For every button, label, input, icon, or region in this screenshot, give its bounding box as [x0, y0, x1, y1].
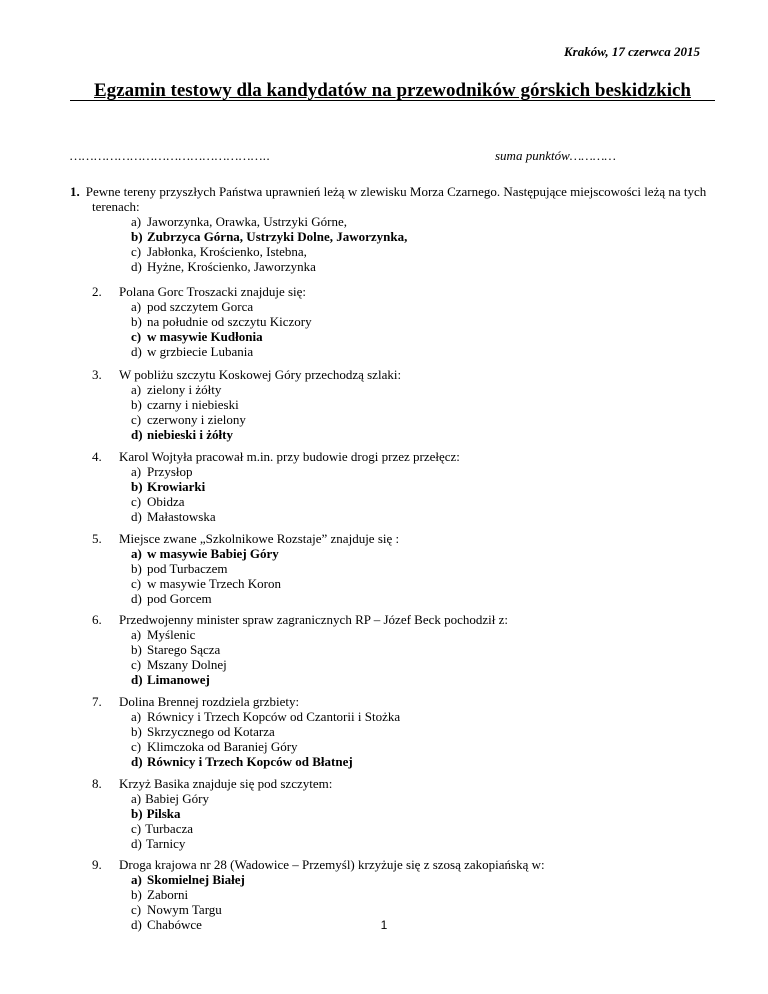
answer-option-correct — [70, 872, 720, 887]
question-intro — [70, 449, 720, 464]
question-intro — [70, 776, 720, 791]
question-number: 1. — [70, 184, 80, 199]
answer-option — [70, 397, 720, 412]
question-intro — [70, 367, 720, 382]
answer-text: w masywie Babiej Góry — [147, 546, 279, 561]
document-date: Kraków, 17 czerwca 2015 — [563, 44, 700, 59]
page-number: 1 — [380, 918, 388, 932]
answer-label: c) — [131, 657, 142, 672]
question-text: Droga krajowa nr 28 (Wadowice – Przemyśl) krzyżuje się z szosą zakopiańską w: — [119, 857, 545, 872]
answer-option-correct — [70, 546, 720, 561]
answer-text: Hyżne, Krościenko, Jaworzynka — [147, 259, 316, 274]
answer-label: b) — [131, 229, 143, 244]
answer-label: a) — [131, 464, 142, 479]
answer-option — [70, 724, 720, 739]
answer-label: b) — [131, 314, 142, 329]
answer-list — [70, 546, 720, 606]
answer-text: w masywie Kudłonia — [147, 329, 263, 344]
answer-text: pod Gorcem — [147, 591, 212, 606]
answer-option — [70, 902, 720, 917]
answer-label: d) — [131, 917, 142, 932]
answer-option-correct — [70, 329, 720, 344]
answer-text: Równicy i Trzech Kopców od Błatnej — [147, 754, 353, 769]
answer-label: c) — [131, 902, 142, 917]
answer-option — [70, 657, 720, 672]
question-intro — [70, 284, 720, 299]
answer-option — [70, 314, 720, 329]
answer-text: w grzbiecie Lubania — [147, 344, 254, 359]
document-title: Egzamin testowy dla kandydatów na przewodników górskich beskidzkich — [93, 80, 691, 101]
answer-label: b) — [131, 806, 143, 821]
question-intro — [70, 531, 720, 546]
answer-label: c) — [131, 494, 142, 509]
answer-text: czerwony i zielony — [147, 412, 246, 427]
answer-label: d) — [131, 509, 142, 524]
answer-option — [70, 821, 720, 836]
question-text: Przedwojenny minister spraw zagranicznych RP – Józef Beck pochodził z: — [119, 612, 509, 627]
answer-label: d) — [131, 836, 142, 851]
question-8 — [70, 776, 720, 851]
answer-text: Małastowska — [147, 509, 216, 524]
question-text: Polana Gorc Troszacki znajduje się: — [119, 284, 307, 299]
answer-list — [70, 464, 720, 524]
answer-text: Skomielnej Białej — [147, 872, 245, 887]
answer-label: b) — [131, 724, 142, 739]
answer-text: Myślenic — [147, 627, 196, 642]
answer-option — [70, 214, 720, 229]
answer-option — [70, 509, 720, 524]
question-number: 3. — [92, 367, 102, 382]
answer-text: niebieski i żółty — [147, 427, 233, 442]
answer-option — [70, 382, 720, 397]
answer-text: Zaborni — [147, 887, 189, 902]
answer-label: d) — [131, 672, 143, 687]
answer-label: d) — [131, 427, 143, 442]
answer-label: d) — [131, 754, 143, 769]
answer-text: czarny i niebieski — [147, 397, 239, 412]
answer-text: Mszany Dolnej — [147, 657, 227, 672]
question-number: 9. — [92, 857, 102, 872]
answer-label: a) — [131, 627, 142, 642]
answer-text: Jaworzynka, Orawka, Ustrzyki Górne, — [147, 214, 347, 229]
question-intro — [70, 184, 720, 214]
answer-text: Babiej Góry — [145, 791, 210, 806]
answer-text: na południe od szczytu Kiczory — [147, 314, 312, 329]
answer-label: b) — [131, 397, 142, 412]
answer-text: Pilska — [146, 806, 181, 821]
answer-option-correct — [70, 672, 720, 687]
answer-option-correct — [70, 754, 720, 769]
question-4 — [70, 449, 720, 524]
question-intro — [70, 857, 720, 872]
answer-label: a) — [131, 299, 142, 314]
answer-option — [70, 561, 720, 576]
question-text: Krzyż Basika znajduje się pod szczytem: — [119, 776, 333, 791]
question-text: Dolina Brennej rozdziela grzbiety: — [119, 694, 300, 709]
answer-option — [70, 791, 720, 806]
answer-option — [70, 412, 720, 427]
question-intro — [70, 612, 720, 627]
question-intro — [70, 694, 720, 709]
question-number: 2. — [92, 284, 102, 299]
title-rule — [70, 100, 715, 101]
question-number: 4. — [92, 449, 102, 464]
answer-list — [70, 709, 720, 769]
answer-list — [70, 627, 720, 687]
answer-label: b) — [131, 887, 142, 902]
answer-option — [70, 299, 720, 314]
question-3 — [70, 367, 720, 442]
answer-label: c) — [131, 412, 142, 427]
question-1 — [70, 184, 720, 274]
answer-label: c) — [131, 821, 142, 836]
answer-text: Klimczoka od Baraniej Góry — [147, 739, 298, 754]
answer-label: d) — [131, 344, 142, 359]
answer-option — [70, 576, 720, 591]
answer-text: w masywie Trzech Koron — [147, 576, 281, 591]
name-field-dots: ………………………………………….. — [70, 148, 271, 163]
answer-label: c) — [131, 329, 142, 344]
answer-text: Zubrzyca Górna, Ustrzyki Dolne, Jaworzynka, — [147, 229, 408, 244]
answer-option — [70, 464, 720, 479]
answer-label: d) — [131, 259, 142, 274]
answer-option — [70, 709, 720, 724]
question-2 — [70, 284, 720, 359]
answer-option-correct — [70, 479, 720, 494]
question-number: 8. — [92, 776, 102, 791]
answer-text: Starego Sącza — [147, 642, 221, 657]
answer-option — [70, 344, 720, 359]
answer-text: Tarnicy — [145, 836, 186, 851]
answer-option — [70, 887, 720, 902]
answer-label: c) — [131, 576, 142, 591]
answer-text: Obidza — [147, 494, 185, 509]
answer-list — [70, 299, 720, 359]
answer-text: Skrzycznego od Kotarza — [147, 724, 275, 739]
answer-text: Jabłonka, Krościenko, Istebna, — [147, 244, 307, 259]
answer-text: pod szczytem Gorca — [147, 299, 254, 314]
answer-option — [70, 627, 720, 642]
answer-option — [70, 642, 720, 657]
answer-option — [70, 244, 720, 259]
answer-label: b) — [131, 642, 142, 657]
answer-option — [70, 494, 720, 509]
answer-text: Chabówce — [147, 917, 202, 932]
answer-label: c) — [131, 244, 142, 259]
question-number: 7. — [92, 694, 102, 709]
answer-label: a) — [131, 872, 142, 887]
answer-label: a) — [131, 791, 142, 806]
question-text: W pobliżu szczytu Koskowej Góry przechodzą szlaki: — [119, 367, 402, 382]
answer-label: c) — [131, 739, 142, 754]
answer-text: zielony i żółty — [147, 382, 222, 397]
answer-text: Nowym Targu — [147, 902, 222, 917]
answer-text: pod Turbaczem — [147, 561, 228, 576]
answer-option — [70, 836, 720, 851]
answer-text: Limanowej — [147, 672, 210, 687]
answer-label: b) — [131, 479, 143, 494]
question-number: 6. — [92, 612, 102, 627]
answer-text: Krowiarki — [147, 479, 206, 494]
question-number: 5. — [92, 531, 102, 546]
answer-label: a) — [131, 709, 142, 724]
question-7 — [70, 694, 720, 769]
answer-option — [70, 739, 720, 754]
answer-list — [70, 791, 720, 851]
answer-label: a) — [131, 214, 142, 229]
answer-text: Turbacza — [145, 821, 194, 836]
answer-option — [70, 259, 720, 274]
answer-list — [70, 214, 720, 274]
answer-option-correct — [70, 229, 720, 244]
answer-label: d) — [131, 591, 142, 606]
answer-text: Równicy i Trzech Kopców od Czantorii i Stożka — [147, 709, 401, 724]
points-total-label: suma punktów………… — [495, 148, 616, 163]
answer-text: Przysłop — [147, 464, 193, 479]
answer-option-correct — [70, 806, 720, 821]
answer-list — [70, 382, 720, 442]
question-6 — [70, 612, 720, 687]
answer-label: b) — [131, 561, 142, 576]
question-text: Pewne tereny przyszłych Państwa uprawnień leżą w zlewisku Morza Czarnego. Następujące miejscowości leżą na tych terenach: — [85, 184, 707, 214]
answer-label: a) — [131, 382, 142, 397]
answer-label: a) — [131, 546, 142, 561]
answer-option — [70, 591, 720, 606]
answer-option-correct — [70, 427, 720, 442]
question-text: Miejsce zwane „Szkolnikowe Rozstaje” znajduje się : — [119, 531, 400, 546]
question-text: Karol Wojtyła pracował m.in. przy budowie drogi przez przełęcz: — [119, 449, 460, 464]
question-5 — [70, 531, 720, 606]
